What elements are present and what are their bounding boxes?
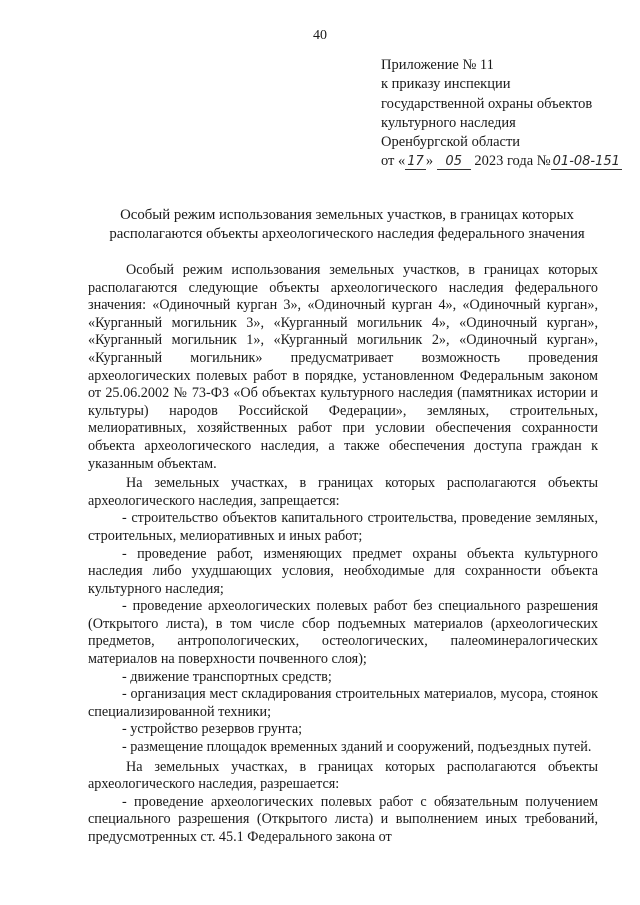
prohibited-item: - проведение работ, изменяющих предмет охраны объекта культурного наследия либо ухудшающих условия, необходимые для сохранности объекта культурного наследия; xyxy=(88,545,598,597)
permitted-item: - проведение археологических полевых работ с обязательным получением специального разрешения (Открытого листа) и выполнением иных требований, предусмотренных ст. 45.1 Федерального закона от xyxy=(88,793,598,845)
prohibited-item: - организация мест складирования строительных материалов, мусора, стоянок специализированной техники; xyxy=(88,686,598,720)
prohibited-item: - движение транспортных средств; xyxy=(122,668,332,685)
handwritten-day: 17 xyxy=(407,154,424,170)
document-title: Особый режим использования земельных участков, в границах которых располагаются объекты археологического наследия федерального значения xyxy=(109,207,585,242)
appendix-line: Оренбургской области xyxy=(381,134,521,151)
handwritten-month: 05 xyxy=(437,155,471,170)
date-year: 2023 года № xyxy=(474,153,551,170)
date-prefix: от « xyxy=(381,153,406,170)
appendix-line: государственной охраны объектов xyxy=(381,95,593,112)
appendix-title: Приложение № 11 xyxy=(381,57,494,73)
prohibited-intro: На земельных участках, в границах которых располагаются объекты археологического наследия, запрещается: xyxy=(88,475,598,509)
prohibited-item: - проведение археологических полевых работ без специального разрешения (Открытого листа), в том числе сбор подъемных материалов (археологических предметов, антропологических, остеологических, палеоминералогических материалов на поверхности почвенного слоя); xyxy=(88,598,598,668)
intro-paragraph: Особый режим использования земельных участков, в границах которых располагаются следующие объекты археологического наследия федерального значения: «Одиночный курган 3», «Одиночный курган 4», «Одиночный курган», «Курганный могильник 3», «Курганный могильник 4», «Одиночный курган», «Курганный могильник 1», «Курганный могильник 2», «Одиночный курган», «Курганный могильник» предусматривает возможность проведения археологических полевых работ в порядке, установленном Федеральным законом от 25.06.2002 № 73-ФЗ «Об объектах культурного наследия (памятниках истории и культуры) народов Российской Федерации», земляных, строительных, мелиоративных, хозяйственных работ при условии обеспечения сохранности объекта археологического наследия, а также обеспечения доступа граждан к указанным объектам. xyxy=(88,262,598,472)
document-body xyxy=(88,262,598,847)
handwritten-order-number: 01-08-151 xyxy=(552,154,620,170)
appendix-header xyxy=(381,56,631,172)
prohibited-item: - размещение площадок временных зданий и сооружений, подъездных путей. xyxy=(122,739,592,756)
appendix-date-line xyxy=(381,152,631,171)
prohibited-item: - строительство объектов капитального строительства, проведение земляных, строительных, мелиоративных и иных работ; xyxy=(88,510,598,544)
date-mid: » xyxy=(425,153,434,170)
appendix-line: культурного наследия xyxy=(381,114,516,131)
prohibited-item: - устройство резервов грунта; xyxy=(122,721,303,738)
page-number: 40 xyxy=(313,28,327,43)
appendix-line: к приказу инспекции xyxy=(381,76,511,93)
permitted-intro: На земельных участках, в границах которых располагаются объекты археологического наследия, разрешается: xyxy=(88,758,598,793)
